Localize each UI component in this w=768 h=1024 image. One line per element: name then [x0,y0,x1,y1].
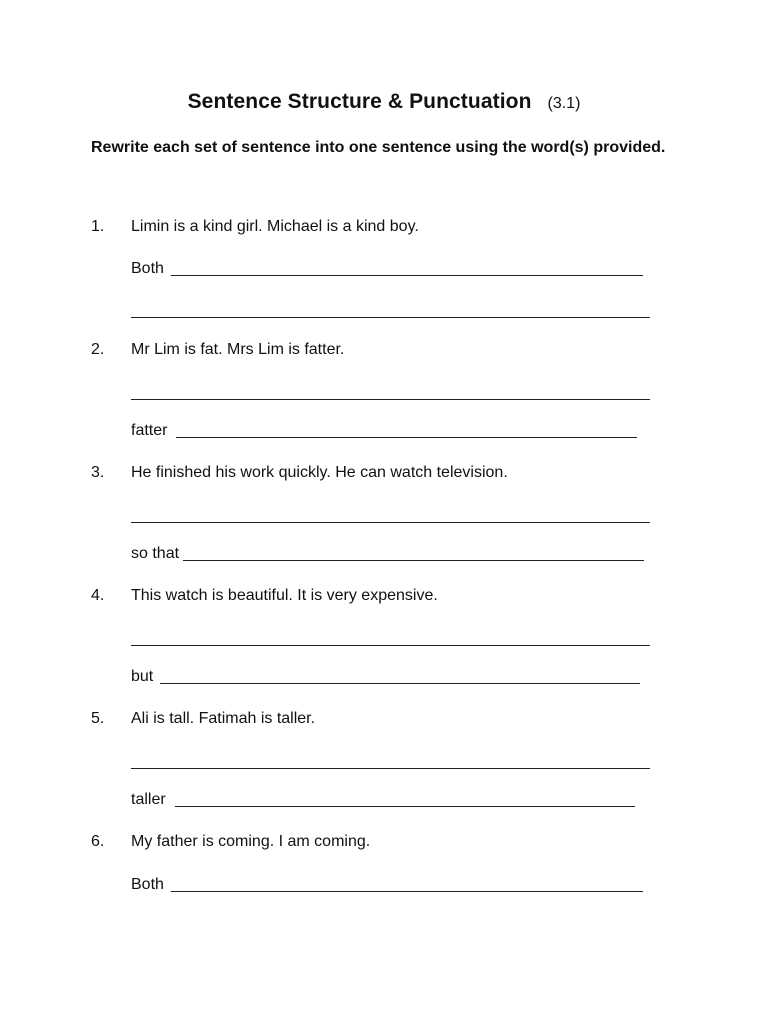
writing-rule [131,768,650,769]
page-title: Sentence Structure & Punctuation [187,90,532,113]
question-text: Mr Lim is fat. Mrs Lim is fatter. [131,341,345,358]
question-number: 6. [91,833,105,850]
writing-rule [131,399,650,400]
prompt-word: taller [131,791,166,808]
prompt-word: Both [131,260,164,277]
prompt-word: fatter [131,422,168,439]
question-5 [0,710,768,730]
writing-rule [131,317,650,318]
answer-line-2b[interactable] [131,422,637,442]
writing-rule [176,437,637,438]
question-number: 1. [91,218,105,235]
answer-line-5b[interactable] [131,791,635,811]
question-2 [0,341,768,361]
answer-line-5a[interactable] [131,753,650,773]
prompt-word: so that [131,545,180,562]
writing-rule [175,806,635,807]
answer-line-1b[interactable] [131,302,650,322]
question-number: 5. [91,710,105,727]
writing-rule [171,275,643,276]
instructions: Rewrite each set of sentence into one sentence using the word(s) provided. [91,139,666,156]
answer-line-6a[interactable] [131,876,643,896]
question-text: Limin is a kind girl. Michael is a kind boy. [131,218,419,235]
writing-rule [183,560,644,561]
question-4 [0,587,768,607]
question-text: This watch is beautiful. It is very expensive. [131,587,438,604]
writing-rule [160,683,640,684]
answer-line-4a[interactable] [131,630,650,650]
answer-line-3a[interactable] [131,507,650,527]
title-code: (3.1) [547,95,581,112]
answer-line-3b[interactable] [131,545,644,565]
answer-line-4b[interactable] [131,668,640,688]
question-3 [0,464,768,484]
prompt-word: but [131,668,154,685]
question-text: He finished his work quickly. He can watch television. [131,464,508,481]
answer-line-1a[interactable] [131,260,643,280]
question-number: 2. [91,341,105,358]
answer-line-2a[interactable] [131,384,650,404]
writing-rule [171,891,643,892]
question-text: My father is coming. I am coming. [131,833,371,850]
writing-rule [131,522,650,523]
title-row [0,90,768,114]
question-1 [0,218,768,238]
prompt-word: Both [131,876,164,893]
question-number: 3. [91,464,105,481]
question-number: 4. [91,587,105,604]
question-text: Ali is tall. Fatimah is taller. [131,710,316,727]
writing-rule [131,645,650,646]
question-6 [0,833,768,853]
